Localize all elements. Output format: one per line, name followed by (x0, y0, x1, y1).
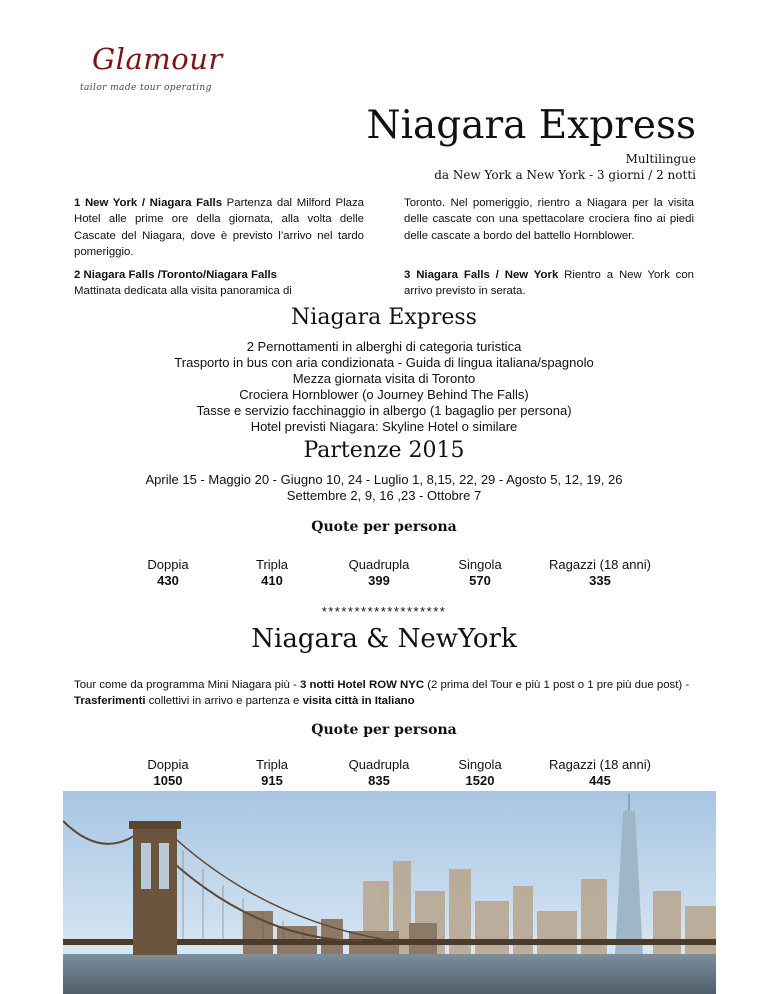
itinerary-day-3 (404, 267, 694, 300)
departures-title: Partenze 2015 (303, 438, 465, 463)
price-label: Singola (458, 557, 502, 572)
includes-title: Niagara Express (291, 305, 477, 330)
price-label: Singola (458, 757, 502, 772)
company-logo (68, 40, 223, 102)
combo-text: collettivi in arrivo e partenza e (145, 695, 303, 708)
price-value: 410 (261, 573, 283, 588)
price-label: Tripla (255, 757, 289, 772)
combo-transfers: Trasferimenti (74, 695, 146, 708)
includes-item: Trasporto in bus con aria condizionata - Guida di lingua italiana/spagnolo (174, 355, 594, 370)
bridge-tower (129, 821, 181, 955)
departures-line: Aprile 15 - Maggio 20 - Giugno 10, 24 - Luglio 1, 8,15, 22, 29 - Agosto 5, 12, 19, 26 (145, 472, 623, 487)
price-doppia (128, 557, 208, 589)
price-value: 399 (368, 573, 390, 588)
skyline-illustration (63, 791, 716, 994)
day-2-text: Mattinata dedicata alla visita panoramica di (74, 285, 292, 298)
combo-city-tour: visita città in Italiano (302, 695, 415, 708)
price-value: 1520 (465, 773, 495, 788)
price-label: Ragazzi (18 anni) (549, 557, 651, 572)
price-label: Ragazzi (18 anni) (549, 757, 651, 772)
itinerary-day-1 (74, 195, 364, 260)
price-label: Quadrupla (348, 557, 410, 572)
price-value: 915 (261, 773, 283, 788)
price-tripla (232, 757, 312, 789)
combo-title: Niagara & NewYork (251, 624, 517, 654)
combo-text: Tour come da programma Mini Niagara più - (74, 679, 301, 691)
price-label: Tripla (255, 557, 289, 572)
price-quadrupla (326, 557, 432, 589)
price-label: Doppia (147, 757, 189, 772)
includes-item: Crociera Hornblower (o Journey Behind The Falls) (239, 387, 529, 402)
combo-text: (2 prima del Tour e più 1 post o 1 pre più due post) - (424, 679, 690, 691)
logo-tagline: tailor made tour operating (80, 83, 212, 93)
price-ragazzi (530, 557, 670, 589)
price-value: 570 (469, 573, 491, 588)
price-tripla (232, 557, 312, 589)
logo-wordmark: Glamour (92, 42, 223, 76)
day-1-text: Partenza dal Milford Plaza Hotel alle prime ore della giornata, alla volta delle Cascate del Niagara, dove è previsto l’arrivo nel tardo pomeriggio. (74, 197, 364, 258)
price-doppia (128, 757, 208, 789)
subtitle-language: Multilingue (625, 152, 696, 166)
itinerary-day-2 (74, 267, 374, 300)
day-3-heading: 3 Niagara Falls / New York (404, 269, 559, 281)
price-value: 445 (589, 773, 611, 788)
day-1-heading: 1 New York / Niagara Falls (74, 197, 223, 209)
price-value: 835 (368, 773, 390, 788)
price-singola (440, 557, 520, 589)
price-value: 430 (157, 573, 179, 588)
includes-item: 2 Pernottamenti in alberghi di categoria turistica (246, 339, 522, 354)
price-table-1-title: Quote per persona (311, 519, 457, 535)
day-3-text: Rientro a New York con arrivo previsto in serata. (404, 269, 694, 298)
departures-line: Settembre 2, 9, 16 ,23 - Ottobre 7 (286, 488, 482, 503)
separator-stars: ******************* (321, 604, 447, 619)
price-singola (440, 757, 520, 789)
brooklyn-bridge-photo (63, 791, 716, 994)
price-quadrupla (326, 757, 432, 789)
subtitle-duration: da New York a New York - 3 giorni / 2 notti (434, 168, 696, 182)
combo-hotel: 3 notti Hotel ROW NYC (300, 679, 425, 691)
departures-dates (0, 472, 768, 504)
price-ragazzi (530, 757, 670, 789)
itinerary-day-2-continued: Toronto. Nel pomeriggio, rientro a Niagara per la visita delle cascate con una spettacolare crociera fino ai piedi delle cascate a bordo del battello Hornblower. (404, 197, 694, 242)
page-title: Niagara Express (366, 103, 696, 148)
price-value: 335 (589, 573, 611, 588)
combo-description (74, 677, 698, 710)
includes-list (0, 339, 768, 435)
price-table-2-title: Quote per persona (311, 722, 457, 738)
price-label: Quadrupla (348, 757, 410, 772)
includes-item: Hotel previsti Niagara: Skyline Hotel o similare (250, 419, 518, 434)
price-label: Doppia (147, 557, 189, 572)
includes-item: Tasse e servizio facchinaggio in albergo (1 bagaglio per persona) (196, 403, 572, 418)
includes-item: Mezza giornata visita di Toronto (292, 371, 476, 386)
price-value: 1050 (153, 773, 183, 788)
day-2-heading: 2 Niagara Falls /Toronto/Niagara Falls (74, 269, 277, 281)
